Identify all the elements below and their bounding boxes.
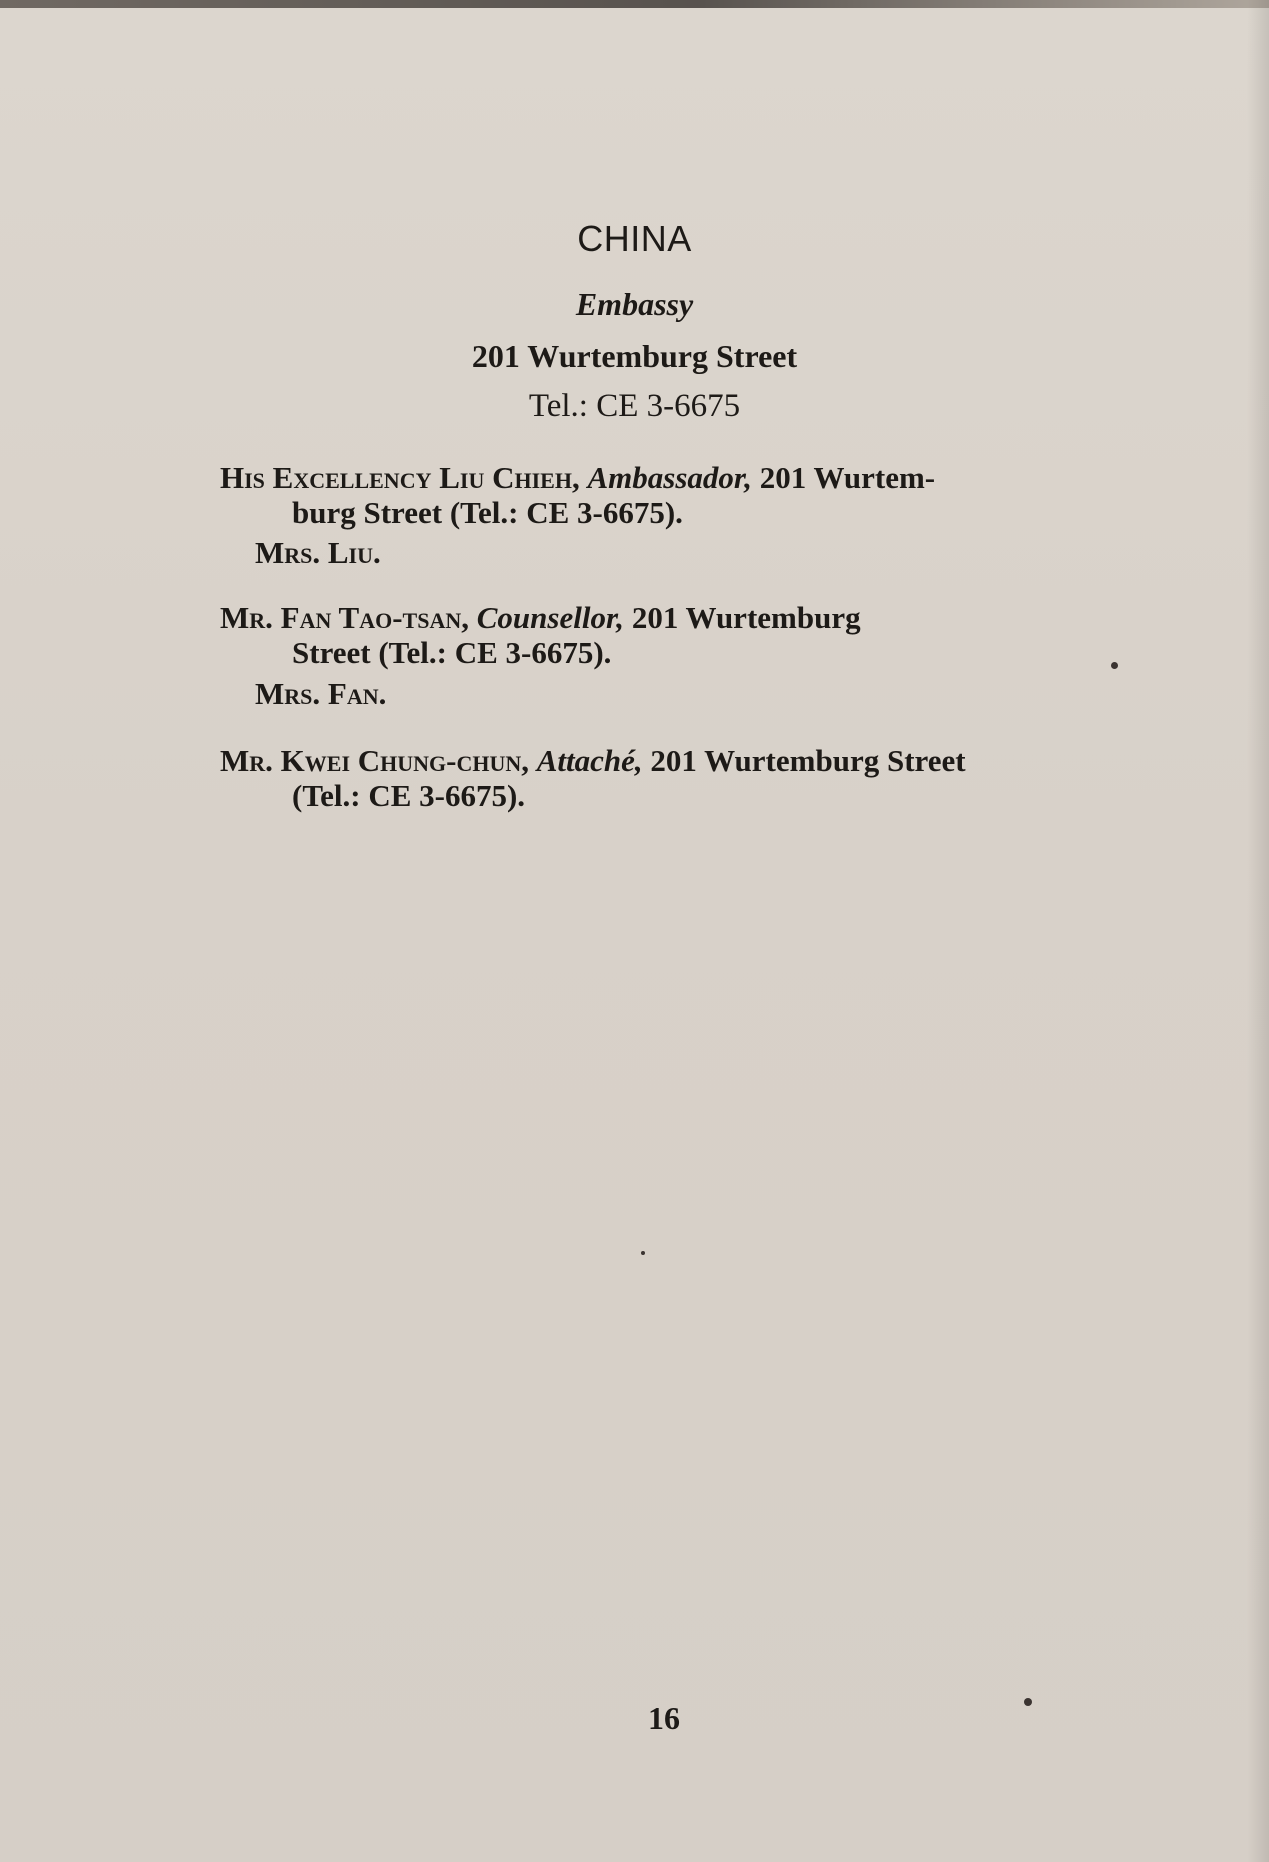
spouse-entry: Mrs. Liu. <box>255 535 381 570</box>
entry-title: Mr. <box>220 743 273 778</box>
entry-role: Ambassador, <box>587 460 752 495</box>
spouse-entry: Mrs. Fan. <box>255 676 387 711</box>
entry-title: His Excellency <box>220 460 432 495</box>
diplomat-entry <box>220 743 1145 813</box>
entry-details-line1: 201 Wurtemburg <box>624 600 861 635</box>
paper-speck <box>641 1251 645 1255</box>
entry-role: Counsellor, <box>476 600 625 635</box>
section-heading: Embassy <box>575 286 694 322</box>
entry-title: Mr. <box>220 600 273 635</box>
entry-name: Kwei Chung-chun, <box>280 743 529 778</box>
paper-speck <box>1111 662 1118 669</box>
country-heading: CHINA <box>577 218 692 259</box>
entry-name: Fan Tao-tsan, <box>280 600 469 635</box>
page-number: 16 <box>648 1700 680 1736</box>
entry-details-line1: 201 Wurtemburg Street <box>642 743 966 778</box>
entry-role: Attaché, <box>536 743 643 778</box>
entry-details-line2: burg Street (Tel.: CE 3-6675). <box>292 495 683 530</box>
entry-details-line2: Street (Tel.: CE 3-6675). <box>292 635 612 670</box>
entry-name: Liu Chieh, <box>439 460 580 495</box>
diplomat-entry <box>220 600 1145 670</box>
entry-details-line2: (Tel.: CE 3-6675). <box>292 778 526 813</box>
embassy-address: 201 Wurtemburg Street <box>471 338 798 374</box>
entry-details-line1: 201 Wurtem- <box>752 460 936 495</box>
embassy-telephone: Tel.: CE 3-6675 <box>528 388 741 424</box>
diplomat-entry <box>220 460 1145 530</box>
paper-speck <box>1024 1698 1032 1706</box>
